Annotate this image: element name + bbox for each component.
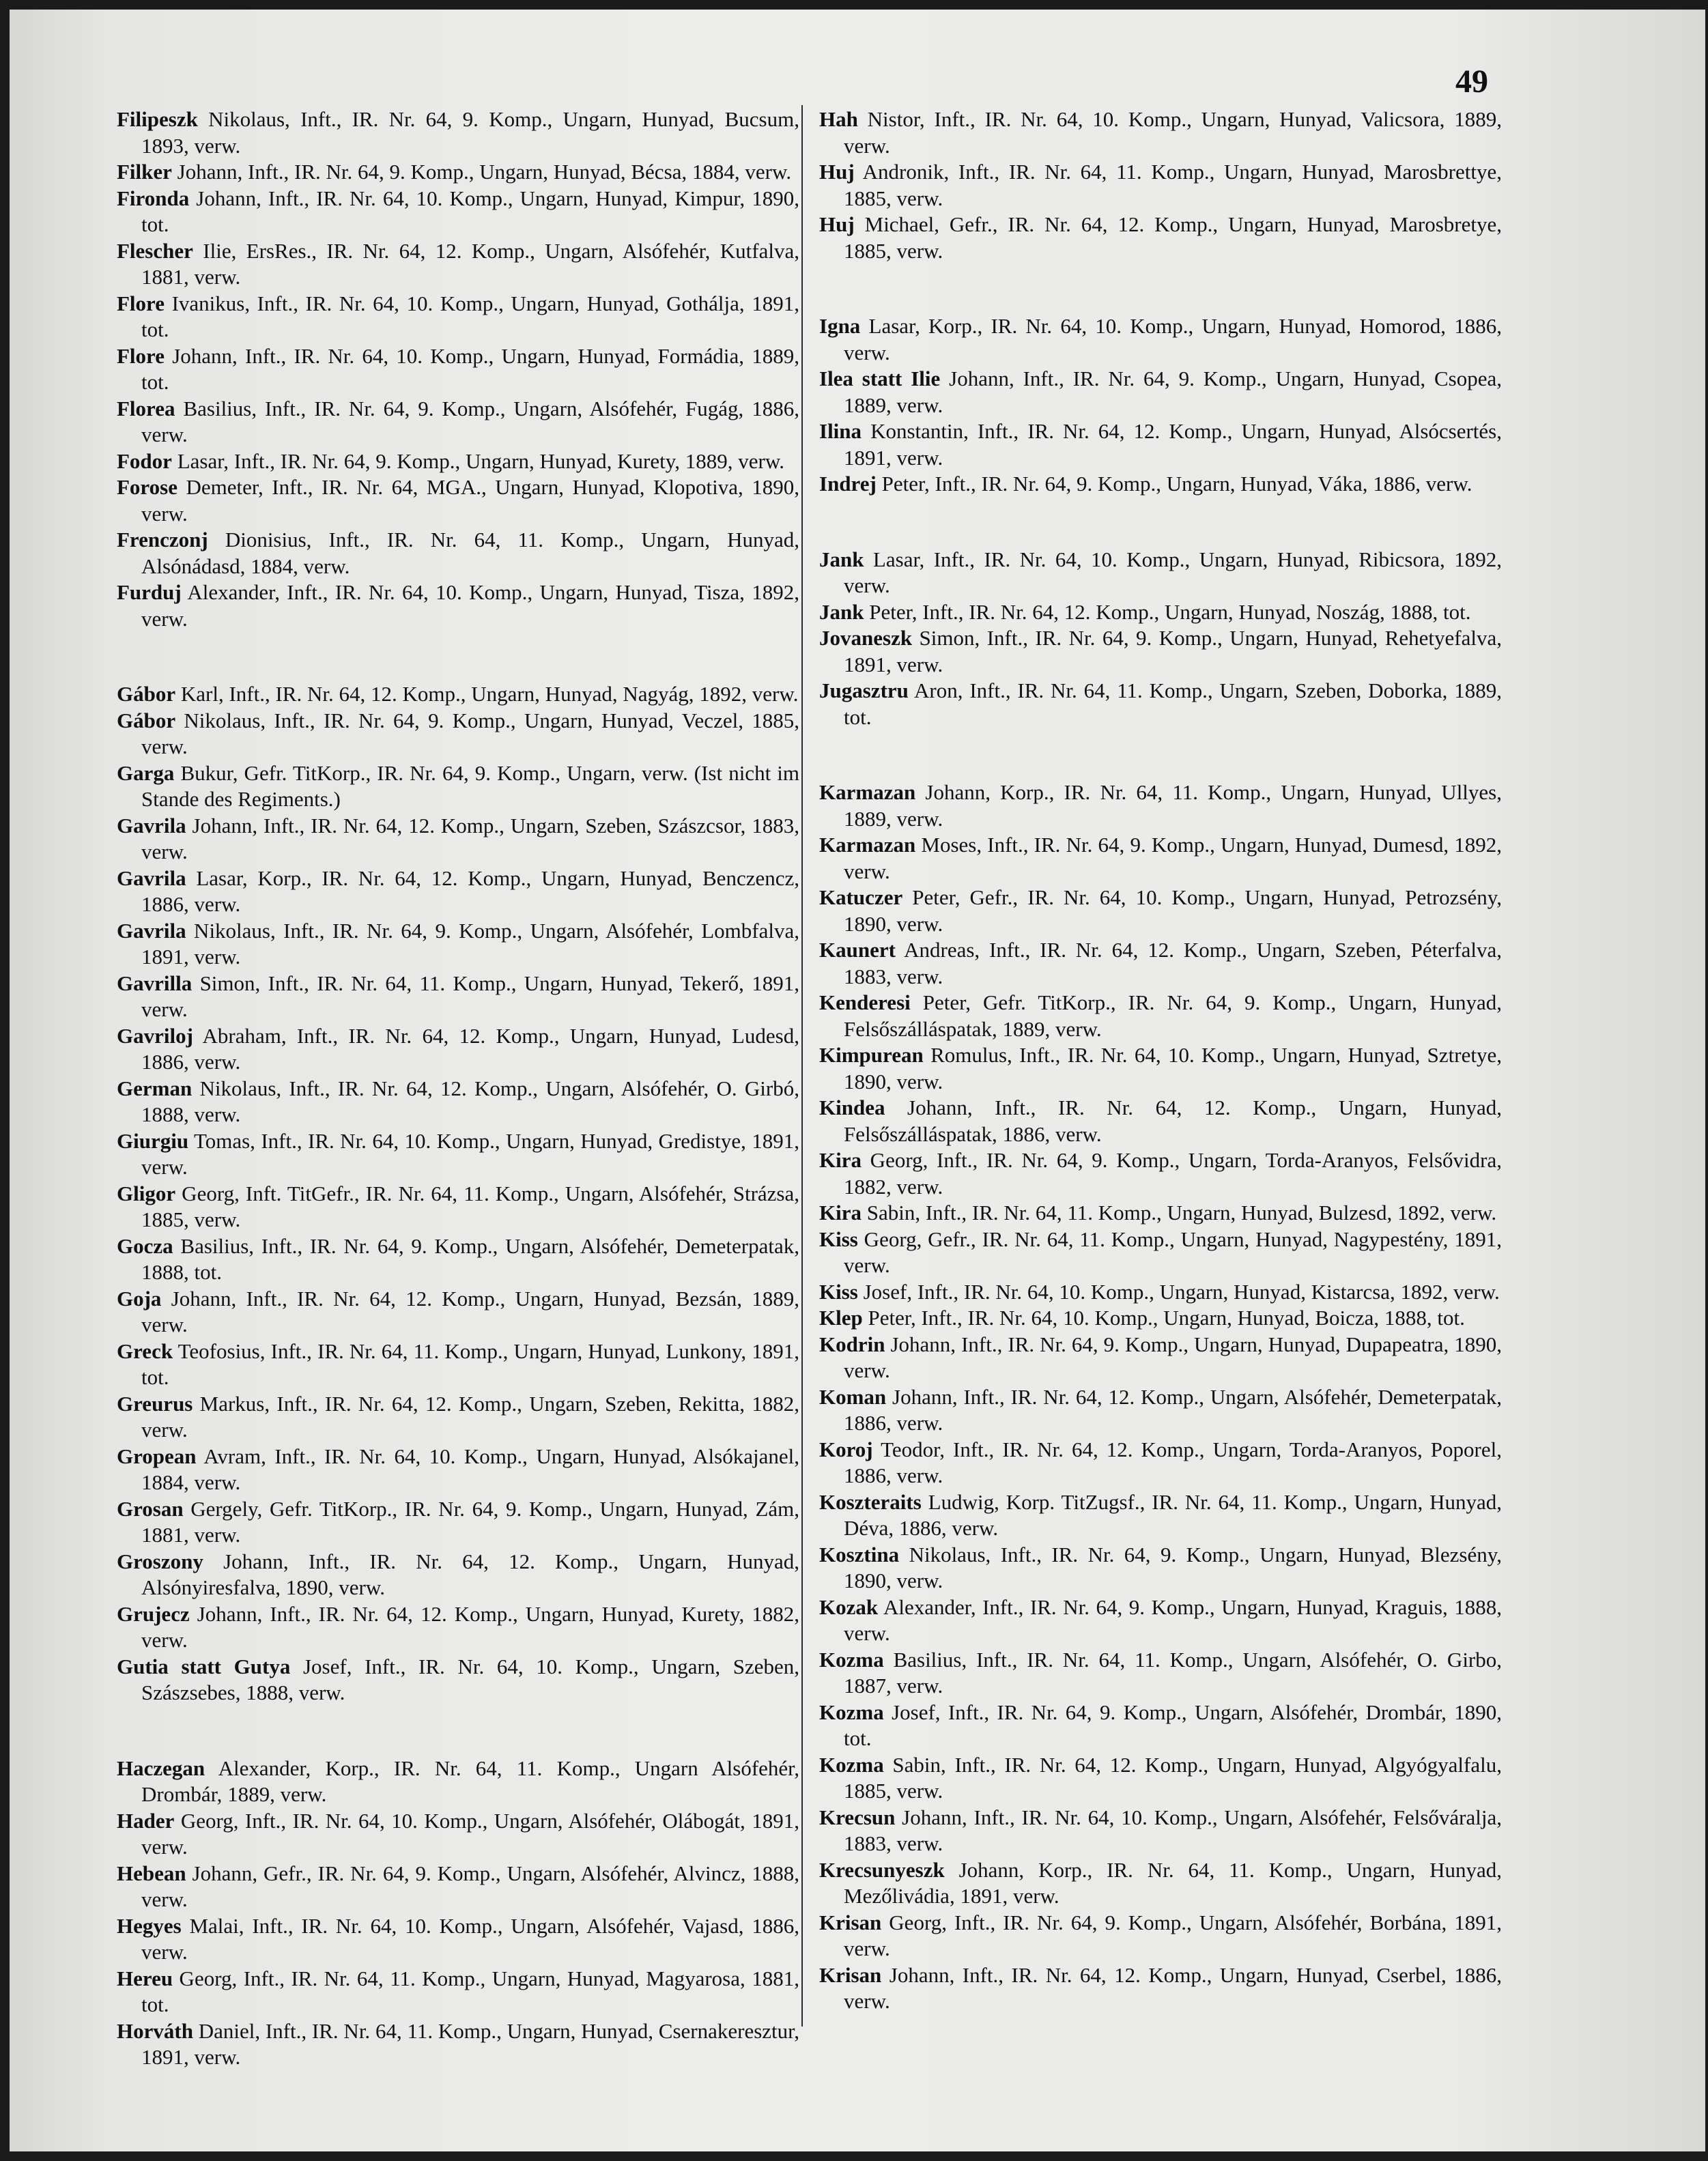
entry-surname: Krisan — [819, 1910, 882, 1934]
entry-details: Georg, Gefr., IR. Nr. 64, 11. Komp., Ungarn, Hunyad, Nagypestény, 1891, verw. — [844, 1227, 1502, 1277]
entry-surname: Gligor — [117, 1181, 176, 1205]
entry-surname: Krisan — [819, 1962, 882, 1987]
register-entry — [117, 1286, 799, 1339]
register-entry — [117, 159, 799, 186]
entry-surname: Klep — [819, 1306, 863, 1330]
entry-details: Sabin, Inft., IR. Nr. 64, 12. Komp., Ungarn, Hunyad, Algyógyalfalu, 1885, verw. — [844, 1752, 1502, 1803]
entry-surname: Karmazan — [819, 833, 916, 857]
entry-surname: Kaunert — [819, 938, 896, 962]
entry-surname: Katuczer — [819, 885, 903, 909]
entry-surname: Koman — [819, 1384, 887, 1409]
entry-details: Peter, Gefr., IR. Nr. 64, 10. Komp., Ungarn, Hunyad, Petrozsény, 1890, verw. — [844, 885, 1502, 936]
register-entry — [117, 1601, 799, 1654]
entry-details: Johann, Gefr., IR. Nr. 64, 9. Komp., Ungarn, Alsófehér, Alvincz, 1888, verw. — [141, 1861, 799, 1911]
entry-details: Johann, Inft., IR. Nr. 64, 12. Komp., Ungarn, Szeben, Szászcsor, 1883, verw. — [141, 813, 799, 863]
entry-surname: Jank — [819, 599, 864, 624]
register-entry — [819, 1305, 1502, 1332]
register-entry — [819, 1647, 1502, 1700]
register-entry — [117, 708, 799, 760]
entry-details: Josef, Inft., IR. Nr. 64, 10. Komp., Ungarn, Hunyad, Kistarcsa, 1892, verw. — [857, 1279, 1500, 1304]
entry-details: Nikolaus, Inft., IR. Nr. 64, 9. Komp., Ungarn, Hunyad, Veczel, 1885, verw. — [141, 708, 799, 758]
entry-surname: Gábor — [117, 708, 176, 732]
register-entry — [819, 106, 1502, 159]
entry-surname: Gutia statt Gutya — [117, 1654, 291, 1678]
register-entry — [117, 1444, 799, 1496]
section-gap — [117, 632, 799, 681]
entry-details: Johann, Inft., IR. Nr. 64, 12. Komp., Ungarn, Hunyad, Cserbel, 1886, verw. — [844, 1962, 1502, 2013]
entry-surname: Forose — [117, 475, 177, 499]
entry-surname: Kosztina — [819, 1542, 900, 1566]
entry-details: Sabin, Inft., IR. Nr. 64, 11. Komp., Ungarn, Hunyad, Bulzesd, 1892, verw. — [862, 1201, 1497, 1225]
entry-details: Nikolaus, Inft., IR. Nr. 64, 9. Komp., Ungarn, Hunyad, Blezsény, 1890, verw. — [844, 1542, 1502, 1592]
register-entry — [819, 599, 1502, 626]
entry-surname: Kozma — [819, 1647, 884, 1672]
register-entry — [117, 343, 799, 396]
register-entry — [819, 471, 1502, 498]
entry-surname: Gropean — [117, 1444, 197, 1468]
register-entry — [117, 1549, 799, 1601]
entry-surname: Filker — [117, 160, 172, 184]
register-entry — [819, 313, 1502, 366]
section-gap — [819, 498, 1502, 547]
register-entry — [819, 1095, 1502, 1147]
entry-surname: Kiss — [819, 1227, 858, 1251]
register-entry — [819, 418, 1502, 471]
entry-details: Johann, Inft., IR. Nr. 64, 12. Komp., Ungarn, Hunyad, Bezsán, 1889, verw. — [141, 1286, 799, 1336]
register-entry — [819, 1200, 1502, 1227]
entry-details: Andronik, Inft., IR. Nr. 64, 11. Komp., Ungarn, Hunyad, Marosbrettye, 1885, verw. — [844, 160, 1502, 210]
entry-details: Bukur, Gefr. TitKorp., IR. Nr. 64, 9. Komp., Ungarn, verw. (Ist nicht im Stande des Regiments.) — [141, 760, 799, 811]
entry-details: Lasar, Korp., IR. Nr. 64, 10. Komp., Ungarn, Hunyad, Homorod, 1886, verw. — [844, 314, 1502, 364]
entry-details: Johann, Inft., IR. Nr. 64, 12. Komp., Ungarn, Hunyad, Felsőszálláspatak, 1886, verw. — [844, 1096, 1502, 1146]
entry-details: Nikolaus, Inft., IR. Nr. 64, 9. Komp., Ungarn, Alsófehér, Lombfalva, 1891, verw. — [141, 918, 799, 969]
register-entry — [819, 1332, 1502, 1384]
entry-details: Nikolaus, Inft., IR. Nr. 64, 9. Komp., Ungarn, Hunyad, Bucsum, 1893, verw. — [141, 107, 799, 158]
register-entry — [117, 1076, 799, 1128]
entry-surname: Jank — [819, 547, 864, 571]
entry-details: Johann, Korp., IR. Nr. 64, 11. Komp., Ungarn, Hunyad, Mezőlivádia, 1891, verw. — [844, 1857, 1502, 1908]
entry-surname: Flore — [117, 291, 165, 315]
entry-surname: Indrej — [819, 472, 877, 496]
register-entry — [819, 1279, 1502, 1306]
entry-details: Simon, Inft., IR. Nr. 64, 9. Komp., Ungarn, Hunyad, Rehetyefalva, 1891, verw. — [844, 626, 1502, 676]
section-gap — [819, 264, 1502, 313]
register-entry — [117, 396, 799, 448]
register-entry — [819, 1437, 1502, 1489]
entry-details: Georg, Inft., IR. Nr. 64, 9. Komp., Ungarn, Torda-Aranyos, Felsővidra, 1882, verw. — [844, 1148, 1502, 1199]
register-entry — [819, 547, 1502, 599]
register-entry — [117, 865, 799, 918]
entry-surname: Gocza — [117, 1233, 173, 1258]
register-entry — [819, 1542, 1502, 1594]
register-entry — [819, 1805, 1502, 1857]
entry-surname: Filipeszk — [117, 107, 198, 131]
entry-details: Lasar, Korp., IR. Nr. 64, 12. Komp., Ungarn, Hunyad, Benczencz, 1886, verw. — [141, 865, 799, 916]
entry-details: Georg, Inft. TitGefr., IR. Nr. 64, 11. Komp., Ungarn, Alsófehér, Strázsa, 1885, verw. — [141, 1181, 799, 1231]
entry-surname: Giurgiu — [117, 1128, 189, 1153]
entry-details: Daniel, Inft., IR. Nr. 64, 11. Komp., Ungarn, Hunyad, Csernakeresztur, 1891, verw. — [141, 2018, 799, 2069]
register-entry — [117, 760, 799, 813]
register-entry — [117, 291, 799, 343]
entry-surname: Krecsun — [819, 1805, 896, 1829]
entry-surname: Flescher — [117, 238, 193, 263]
register-entry — [117, 106, 799, 159]
entry-surname: Haczegan — [117, 1756, 205, 1780]
entry-details: Romulus, Inft., IR. Nr. 64, 10. Komp., Ungarn, Hunyad, Sztretye, 1890, verw. — [844, 1043, 1502, 1093]
entry-details: Georg, Inft., IR. Nr. 64, 9. Komp., Ungarn, Alsófehér, Borbána, 1891, verw. — [844, 1910, 1502, 1960]
entry-details: Peter, Gefr. TitKorp., IR. Nr. 64, 9. Komp., Ungarn, Hunyad, Felsőszálláspatak, 1889, verw. — [844, 990, 1502, 1041]
entry-details: Georg, Inft., IR. Nr. 64, 10. Komp., Ungarn, Alsófehér, Olábogát, 1891, verw. — [141, 1808, 799, 1859]
entry-surname: Kozak — [819, 1594, 879, 1619]
register-entry — [819, 159, 1502, 212]
right-column — [819, 106, 1502, 2015]
column-divider — [801, 105, 803, 2027]
register-entry — [819, 1489, 1502, 1542]
entry-details: Lasar, Inft., IR. Nr. 64, 9. Komp., Ungarn, Hunyad, Kurety, 1889, verw. — [171, 448, 784, 473]
register-entry — [117, 681, 799, 708]
entry-details: Ludwig, Korp. TitZugsf., IR. Nr. 64, 11. Komp., Ungarn, Hunyad, Déva, 1886, verw. — [844, 1489, 1502, 1540]
register-entry — [117, 527, 799, 579]
register-entry — [117, 1756, 799, 1808]
entry-surname: Huj — [819, 160, 855, 184]
entry-details: Johann, Inft., IR. Nr. 64, 12. Komp., Ungarn, Alsófehér, Demeterpatak, 1886, verw. — [844, 1384, 1502, 1435]
register-entry — [819, 779, 1502, 832]
register-entry — [819, 678, 1502, 730]
register-entry — [819, 1384, 1502, 1437]
entry-surname: Gavrila — [117, 813, 186, 838]
entry-surname: Krecsunyeszk — [819, 1857, 945, 1882]
entry-details: Malai, Inft., IR. Nr. 64, 10. Komp., Ungarn, Alsófehér, Vajasd, 1886, verw. — [141, 1913, 799, 1964]
entry-surname: Grujecz — [117, 1601, 190, 1626]
entry-surname: Kodrin — [819, 1332, 885, 1356]
register-entry — [117, 448, 799, 475]
register-entry — [117, 971, 799, 1023]
register-entry — [117, 1181, 799, 1233]
entry-details: Nikolaus, Inft., IR. Nr. 64, 12. Komp., Ungarn, Alsófehér, O. Girbó, 1888, verw. — [141, 1076, 799, 1126]
document-page — [10, 10, 1705, 2151]
entry-surname: Kira — [819, 1201, 862, 1225]
entry-surname: Garga — [117, 760, 175, 785]
entry-details: Alexander, Korp., IR. Nr. 64, 11. Komp., Ungarn Alsófehér, Drombár, 1889, verw. — [141, 1756, 799, 1806]
entry-details: Avram, Inft., IR. Nr. 64, 10. Komp., Ungarn, Hunyad, Alsókajanel, 1884, verw. — [141, 1444, 799, 1494]
entry-surname: Kira — [819, 1148, 862, 1172]
entry-details: Johann, Inft., IR. Nr. 64, 9. Komp., Ungarn, Hunyad, Dupapeatra, 1890, verw. — [844, 1332, 1502, 1382]
entry-details: Peter, Inft., IR. Nr. 64, 12. Komp., Ungarn, Hunyad, Noszág, 1888, tot. — [864, 599, 1471, 624]
section-gap — [117, 1706, 799, 1756]
entry-details: Teodor, Inft., IR. Nr. 64, 12. Komp., Ungarn, Torda-Aranyos, Poporel, 1886, verw. — [844, 1437, 1502, 1487]
entry-surname: Hebean — [117, 1861, 186, 1885]
entry-details: Johann, Inft., IR. Nr. 64, 10. Komp., Ungarn, Alsófehér, Felsőváralja, 1883, verw. — [844, 1805, 1502, 1855]
entry-surname: Florea — [117, 396, 175, 420]
entry-details: Simon, Inft., IR. Nr. 64, 11. Komp., Ungarn, Hunyad, Tekerő, 1891, verw. — [141, 971, 799, 1021]
entry-surname: Gavrilla — [117, 971, 193, 995]
entry-details: Ilie, ErsRes., IR. Nr. 64, 12. Komp., Ungarn, Alsófehér, Kutfalva, 1881, verw. — [141, 238, 799, 289]
entry-surname: Huj — [819, 212, 855, 236]
entry-details: Tomas, Inft., IR. Nr. 64, 10. Komp., Ungarn, Hunyad, Gredistye, 1891, verw. — [141, 1128, 799, 1179]
entry-surname: Fironda — [117, 186, 190, 210]
entry-details: Moses, Inft., IR. Nr. 64, 9. Komp., Ungarn, Hunyad, Dumesd, 1892, verw. — [844, 833, 1502, 883]
entry-surname: German — [117, 1076, 193, 1100]
entry-details: Peter, Inft., IR. Nr. 64, 9. Komp., Ungarn, Hunyad, Váka, 1886, verw. — [876, 472, 1472, 496]
entry-surname: Kenderesi — [819, 990, 911, 1014]
entry-surname: Koroj — [819, 1437, 873, 1461]
entry-details: Johann, Inft., IR. Nr. 64, 10. Komp., Ungarn, Hunyad, Formádia, 1889, tot. — [141, 343, 799, 394]
register-entry — [117, 1233, 799, 1286]
entry-surname: Jugasztru — [819, 678, 909, 702]
entry-surname: Grosan — [117, 1496, 184, 1521]
entry-surname: Hader — [117, 1808, 175, 1833]
entry-surname: Horváth — [117, 2018, 193, 2043]
entry-details: Johann, Inft., IR. Nr. 64, 9. Komp., Ungarn, Hunyad, Csopea, 1889, verw. — [844, 367, 1502, 417]
section-gap — [819, 730, 1502, 779]
register-entry — [117, 1861, 799, 1913]
entry-details: Dionisius, Inft., IR. Nr. 64, 11. Komp., Ungarn, Hunyad, Alsónádasd, 1884, verw. — [141, 528, 799, 578]
entry-surname: Kozma — [819, 1700, 884, 1724]
entry-details: Alexander, Inft., IR. Nr. 64, 10. Komp., Ungarn, Hunyad, Tisza, 1892, verw. — [141, 580, 799, 631]
register-entry — [117, 1654, 799, 1706]
entry-surname: Ilina — [819, 419, 862, 443]
entry-details: Andreas, Inft., IR. Nr. 64, 12. Komp., Ungarn, Szeben, Péterfalva, 1883, verw. — [844, 938, 1502, 988]
entry-surname: Frenczonj — [117, 528, 208, 552]
register-entry — [819, 832, 1502, 885]
entry-details: Ivanikus, Inft., IR. Nr. 64, 10. Komp., Ungarn, Hunyad, Gothálja, 1891, tot. — [141, 291, 799, 341]
entry-surname: Greurus — [117, 1391, 193, 1416]
entry-details: Johann, Inft., IR. Nr. 64, 10. Komp., Ungarn, Hunyad, Kimpur, 1890, tot. — [141, 186, 799, 236]
register-entry — [117, 1496, 799, 1549]
entry-surname: Fodor — [117, 448, 172, 473]
register-entry — [819, 1147, 1502, 1200]
entry-details: Josef, Inft., IR. Nr. 64, 10. Komp., Ungarn, Szeben, Szászsebes, 1888, verw. — [141, 1654, 799, 1704]
entry-details: Johann, Inft., IR. Nr. 64, 12. Komp., Ungarn, Hunyad, Kurety, 1882, verw. — [141, 1601, 799, 1652]
entry-details: Georg, Inft., IR. Nr. 64, 11. Komp., Ungarn, Hunyad, Magyarosa, 1881, tot. — [141, 1966, 799, 2016]
entry-details: Johann, Korp., IR. Nr. 64, 11. Komp., Ungarn, Hunyad, Ullyes, 1889, verw. — [844, 780, 1502, 831]
entry-details: Karl, Inft., IR. Nr. 64, 12. Komp., Ungarn, Hunyad, Nagyág, 1892, verw. — [175, 682, 799, 706]
register-entry — [117, 1023, 799, 1076]
register-entry — [117, 186, 799, 238]
entry-surname: Jovaneszk — [819, 626, 913, 650]
entry-surname: Goja — [117, 1286, 162, 1311]
entry-details: Aron, Inft., IR. Nr. 64, 11. Komp., Ungarn, Szeben, Doborka, 1889, tot. — [844, 678, 1502, 729]
entry-surname: Igna — [819, 314, 861, 338]
entry-surname: Kiss — [819, 1279, 858, 1304]
entry-surname: Karmazan — [819, 780, 916, 804]
entry-details: Konstantin, Inft., IR. Nr. 64, 12. Komp., Ungarn, Hunyad, Alsócsertés, 1891, verw. — [844, 419, 1502, 470]
page-number: 49 — [1455, 63, 1488, 100]
entry-details: Teofosius, Inft., IR. Nr. 64, 11. Komp., Ungarn, Hunyad, Lunkony, 1891, tot. — [141, 1339, 799, 1389]
entry-details: Josef, Inft., IR. Nr. 64, 9. Komp., Ungarn, Alsófehér, Drombár, 1890, tot. — [844, 1700, 1502, 1750]
entry-surname: Furduj — [117, 580, 182, 604]
entry-details: Basilius, Inft., IR. Nr. 64, 9. Komp., Ungarn, Alsófehér, Fugág, 1886, verw. — [141, 396, 799, 446]
register-entry — [117, 474, 799, 527]
register-entry — [117, 1913, 799, 1966]
entry-surname: Kindea — [819, 1096, 885, 1119]
register-entry — [819, 990, 1502, 1042]
entry-surname: Gavrila — [117, 865, 186, 890]
register-entry — [819, 1700, 1502, 1752]
entry-details: Michael, Gefr., IR. Nr. 64, 12. Komp., Ungarn, Hunyad, Marosbretye, 1885, verw. — [844, 212, 1502, 263]
register-entry — [117, 1339, 799, 1391]
register-entry — [819, 1594, 1502, 1647]
entry-details: Basilius, Inft., IR. Nr. 64, 11. Komp., Ungarn, Alsófehér, O. Girbo, 1887, verw. — [844, 1647, 1502, 1698]
entry-surname: Koszteraits — [819, 1489, 922, 1514]
register-entry — [117, 2018, 799, 2071]
register-entry — [819, 1042, 1502, 1095]
register-entry — [117, 238, 799, 291]
register-entry — [117, 1128, 799, 1181]
register-entry — [819, 937, 1502, 990]
register-entry — [819, 1910, 1502, 1962]
register-entry — [819, 1962, 1502, 2015]
register-entry — [819, 885, 1502, 937]
register-entry — [819, 212, 1502, 264]
entry-surname: Groszony — [117, 1549, 203, 1573]
left-column — [117, 106, 799, 2071]
entry-details: Peter, Inft., IR. Nr. 64, 10. Komp., Ungarn, Hunyad, Boicza, 1888, tot. — [862, 1306, 1465, 1330]
entry-details: Markus, Inft., IR. Nr. 64, 12. Komp., Ungarn, Szeben, Rekitta, 1882, verw. — [141, 1391, 799, 1442]
register-entry — [117, 918, 799, 971]
register-entry — [117, 579, 799, 632]
register-entry — [819, 625, 1502, 678]
register-entry — [117, 1966, 799, 2018]
register-entry — [819, 1857, 1502, 1910]
entry-details: Alexander, Inft., IR. Nr. 64, 9. Komp., Ungarn, Hunyad, Kraguis, 1888, verw. — [844, 1594, 1502, 1645]
register-entry — [117, 1391, 799, 1444]
register-entry — [117, 813, 799, 865]
register-entry — [819, 1752, 1502, 1805]
entry-surname: Kimpurean — [819, 1043, 924, 1067]
entry-surname: Gavrila — [117, 918, 186, 943]
entry-surname: Gavriloj — [117, 1023, 193, 1048]
entry-surname: Hah — [819, 107, 858, 131]
entry-details: Demeter, Inft., IR. Nr. 64, MGA., Ungarn, Hunyad, Klopotiva, 1890, verw. — [141, 475, 799, 526]
entry-details: Abraham, Inft., IR. Nr. 64, 12. Komp., Ungarn, Hunyad, Ludesd, 1886, verw. — [141, 1023, 799, 1074]
entry-surname: Greck — [117, 1339, 173, 1363]
entry-details: Lasar, Inft., IR. Nr. 64, 10. Komp., Ungarn, Hunyad, Ribicsora, 1892, verw. — [844, 547, 1502, 597]
entry-details: Basilius, Inft., IR. Nr. 64, 9. Komp., Ungarn, Alsófehér, Demeterpatak, 1888, tot. — [141, 1233, 799, 1284]
entry-surname: Hegyes — [117, 1913, 182, 1938]
entry-surname: Hereu — [117, 1966, 173, 1990]
entry-surname: Kozma — [819, 1752, 884, 1777]
entry-details: Nistor, Inft., IR. Nr. 64, 10. Komp., Ungarn, Hunyad, Valicsora, 1889, verw. — [844, 107, 1502, 158]
entry-details: Johann, Inft., IR. Nr. 64, 9. Komp., Ungarn, Hunyad, Bécsa, 1884, verw. — [171, 160, 792, 184]
register-entry — [117, 1808, 799, 1861]
entry-details: Gergely, Gefr. TitKorp., IR. Nr. 64, 9. Komp., Ungarn, Hunyad, Zám, 1881, verw. — [141, 1496, 799, 1547]
register-entry — [819, 366, 1502, 418]
register-entry — [819, 1227, 1502, 1279]
entry-surname: Gábor — [117, 682, 176, 706]
entry-surname: Ilea statt Ilie — [819, 367, 941, 390]
entry-details: Johann, Inft., IR. Nr. 64, 12. Komp., Ungarn, Hunyad, Alsónyiresfalva, 1890, verw. — [141, 1549, 799, 1599]
entry-surname: Flore — [117, 343, 165, 368]
